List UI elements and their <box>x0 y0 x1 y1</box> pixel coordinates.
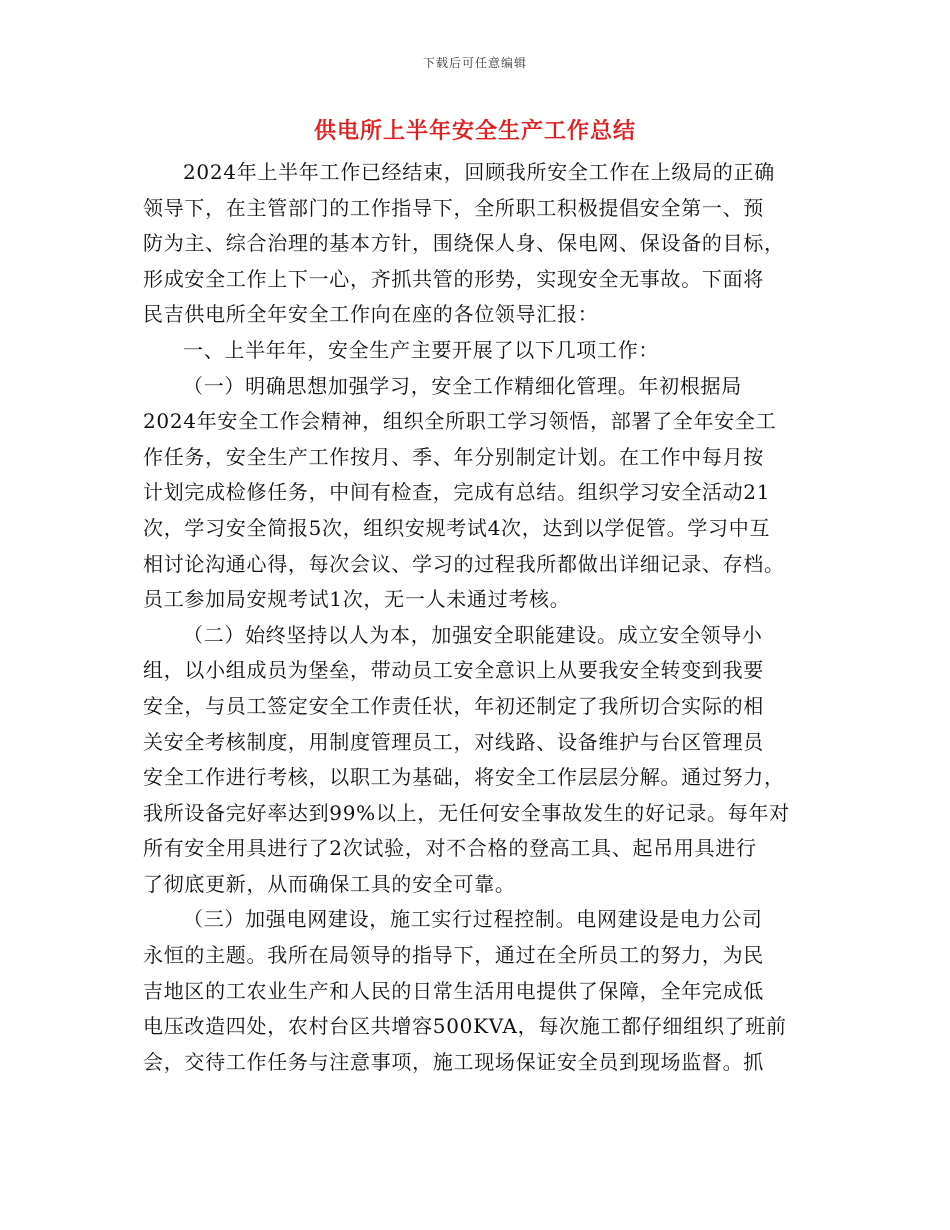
body-line: 员工参加局安规考试1次，无一人未通过考核。 <box>143 587 571 612</box>
body-line: 吉地区的工农业生产和人民的日常生活用电提供了保障，全年完成低 <box>143 978 764 1003</box>
page-header: 下载后可任意编辑 <box>422 56 527 70</box>
document-title: 供电所上半年安全生产工作总结 <box>313 118 636 144</box>
body-line: 形成安全工作上下一心，齐抓共管的形势，实现安全无事故。下面将 <box>143 266 764 291</box>
body-line: 了彻底更新，从而确保工具的安全可靠。 <box>143 871 516 896</box>
body-line: 2024年上半年工作已经结束，回顾我所安全工作在上级局的正确 <box>183 160 775 184</box>
body-line: 安全，与员工签定安全工作责任状，年初还制定了我所切合实际的相 <box>143 693 764 718</box>
body-line: 作任务，安全生产工作按月、季、年分别制定计划。在工作中每月按 <box>143 444 764 469</box>
body-line: （二）始终坚持以人为本，加强安全职能建设。成立安全领导小 <box>183 622 763 647</box>
body-line: 永恒的主题。我所在局领导的指导下，通过在全所员工的努力，为民 <box>143 943 764 968</box>
body-line: 会，交待工作任务与注意事项，施工现场保证安全员到现场监督。抓 <box>143 1049 764 1074</box>
body-line: 我所设备完好率达到99%以上，无任何安全事故发生的好记录。每年对 <box>143 800 790 825</box>
body-line: 防为主、综合治理的基本方针，围绕保人身、保电网、保设备的目标， <box>143 231 785 256</box>
body-line: 关安全考核制度，用制度管理员工，对线路、设备维护与台区管理员 <box>143 729 764 754</box>
body-line: 电压改造四处，农村台区共增容500KVA，每次施工都仔细组织了班前 <box>143 1014 787 1039</box>
document-body <box>143 155 813 1080</box>
body-line: 所有安全用具进行了2次试验，对不合格的登高工具、起吊用具进行 <box>143 836 757 861</box>
body-line: 民吉供电所全年安全工作向在座的各位领导汇报： <box>143 302 599 327</box>
body-line: 相讨论沟通心得，每次会议、学习的过程我所都做出详细记录、存档。 <box>143 551 785 576</box>
body-line: 计划完成检修任务，中间有检查，完成有总结。组织学习安全活动21 <box>143 480 771 505</box>
body-line: （三）加强电网建设，施工实行过程控制。电网建设是电力公司 <box>183 907 763 932</box>
body-line: （一）明确思想加强学习，安全工作精细化管理。年初根据局 <box>183 373 742 398</box>
body-line: 2024年安全工作会精神，组织全所职工学习领悟，部署了全年安全工 <box>143 409 777 434</box>
body-line: 安全工作进行考核，以职工为基础，将安全工作层层分解。通过努力， <box>143 765 785 790</box>
body-line: 次，学习安全简报5次，组织安规考试4次，达到以学促管。学习中互 <box>143 515 771 540</box>
section-heading: 一、上半年年，安全生产主要开展了以下几项工作： <box>183 337 660 362</box>
body-line: 组，以小组成员为堡垒，带动员工安全意识上从要我安全转变到我要 <box>143 658 764 683</box>
body-line: 领导下，在主管部门的工作指导下，全所职工积极提倡安全第一、预 <box>143 195 764 220</box>
